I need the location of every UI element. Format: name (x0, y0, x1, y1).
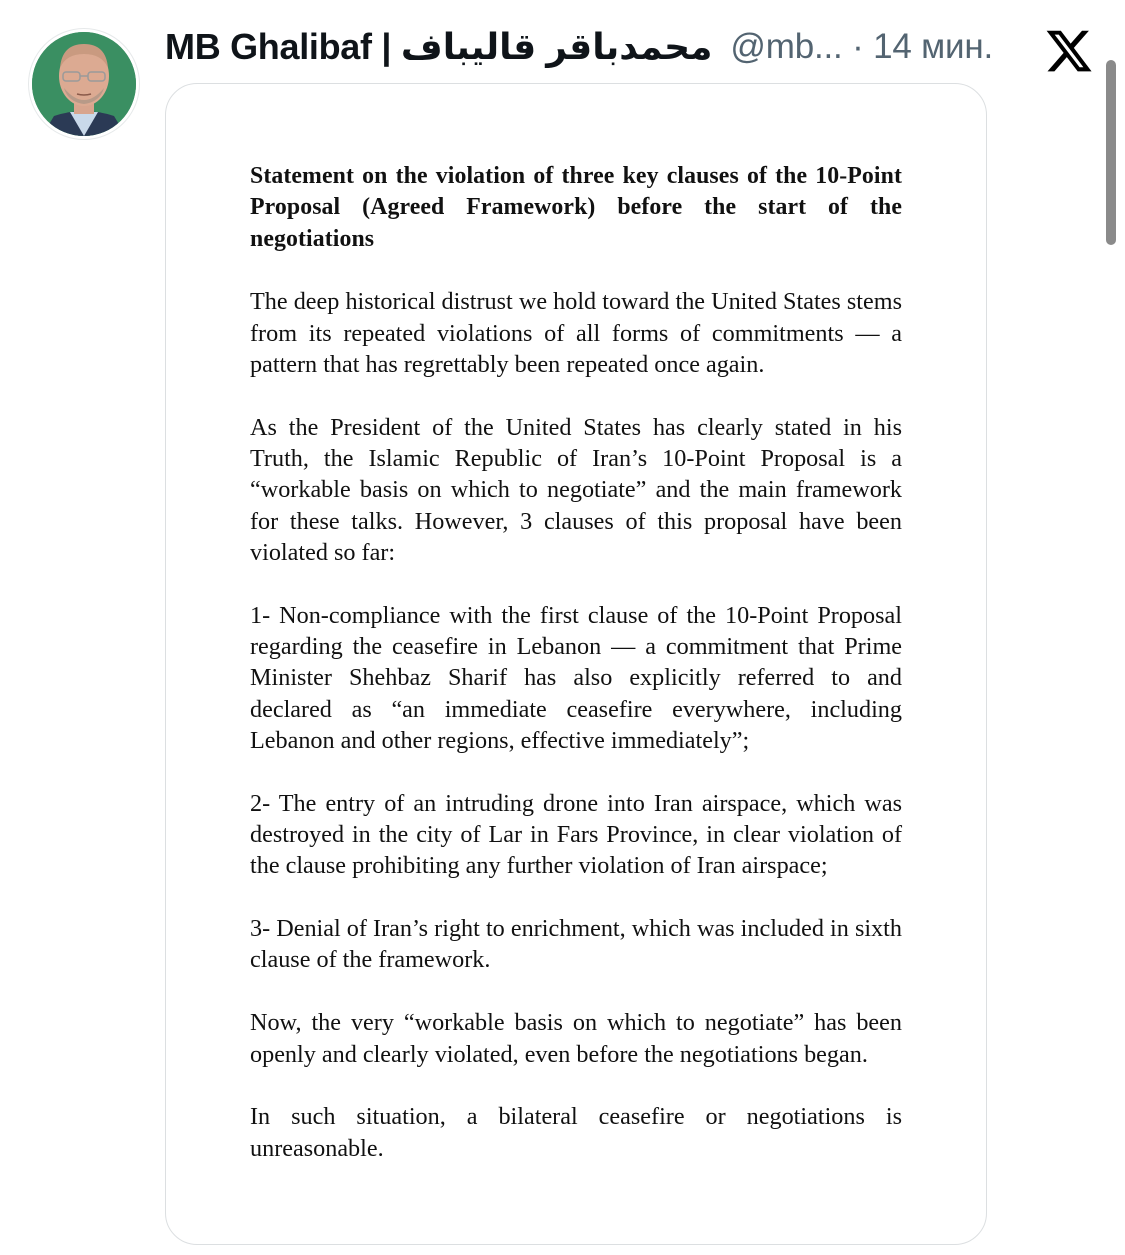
paragraph-clause-3: 3- Denial of Iran’s right to enrichment, which was included in sixth clause of the framework. (250, 915, 902, 974)
separator-dot: · (852, 27, 864, 66)
avatar-photo (32, 32, 136, 136)
paragraph-president: As the President of the United States has clearly stated in his Truth, the Islamic Republic of Iran’s 10-Point Proposal is a “workable basis on which to negotiate” and the main framework for these talks. However, 3 clauses of this proposal have been violated so far: (250, 413, 902, 566)
paragraph-conclusion: In such situation, a bilateral ceasefire or negotiations is unreasonable. (250, 1103, 902, 1162)
paragraph-clause-2: 2- The entry of an intruding drone into Iran airspace, which was destroyed in the city of Lar in Fars Province, in clear violation of the clause prohibiting any further violation of Iran airspace; (250, 789, 902, 880)
author-handle-and-time (730, 27, 993, 67)
x-logo-icon[interactable] (1044, 26, 1094, 76)
person-portrait-icon (32, 32, 136, 136)
statement-document (250, 161, 902, 1195)
attached-image-card[interactable] (165, 83, 987, 1245)
paragraph-intro: The deep historical distrust we hold toward the United States stems from its repeated violations of all forms of commitments — a pattern that has regrettably been repeated once again. (250, 288, 902, 378)
post-time[interactable]: 14 мин. (873, 27, 993, 66)
author-handle[interactable]: @mb... (730, 27, 843, 66)
tweet-header (165, 22, 993, 72)
avatar[interactable] (28, 28, 140, 140)
scrollbar[interactable] (1106, 60, 1116, 245)
paragraph-now: Now, the very “workable basis on which to negotiate” has been openly and clearly violated, even before the negotiations began. (250, 1009, 902, 1068)
author-display-name[interactable]: MB Ghalibaf | محمدباقر قالیباف (165, 26, 713, 67)
paragraph-clause-1: 1- Non-compliance with the first clause of the 10-Point Proposal regarding the ceasefire in Lebanon — a commitment that Prime Minister Shehbaz Sharif has also explicitly referred to and declared as “an immediate ceasefire everywhere, including Lebanon and other regions, effective immediately”; (250, 601, 902, 754)
document-title: Statement on the violation of three key clauses of the 10-Point Proposal (Agreed Framework) before the start of the negotiations (250, 163, 902, 252)
